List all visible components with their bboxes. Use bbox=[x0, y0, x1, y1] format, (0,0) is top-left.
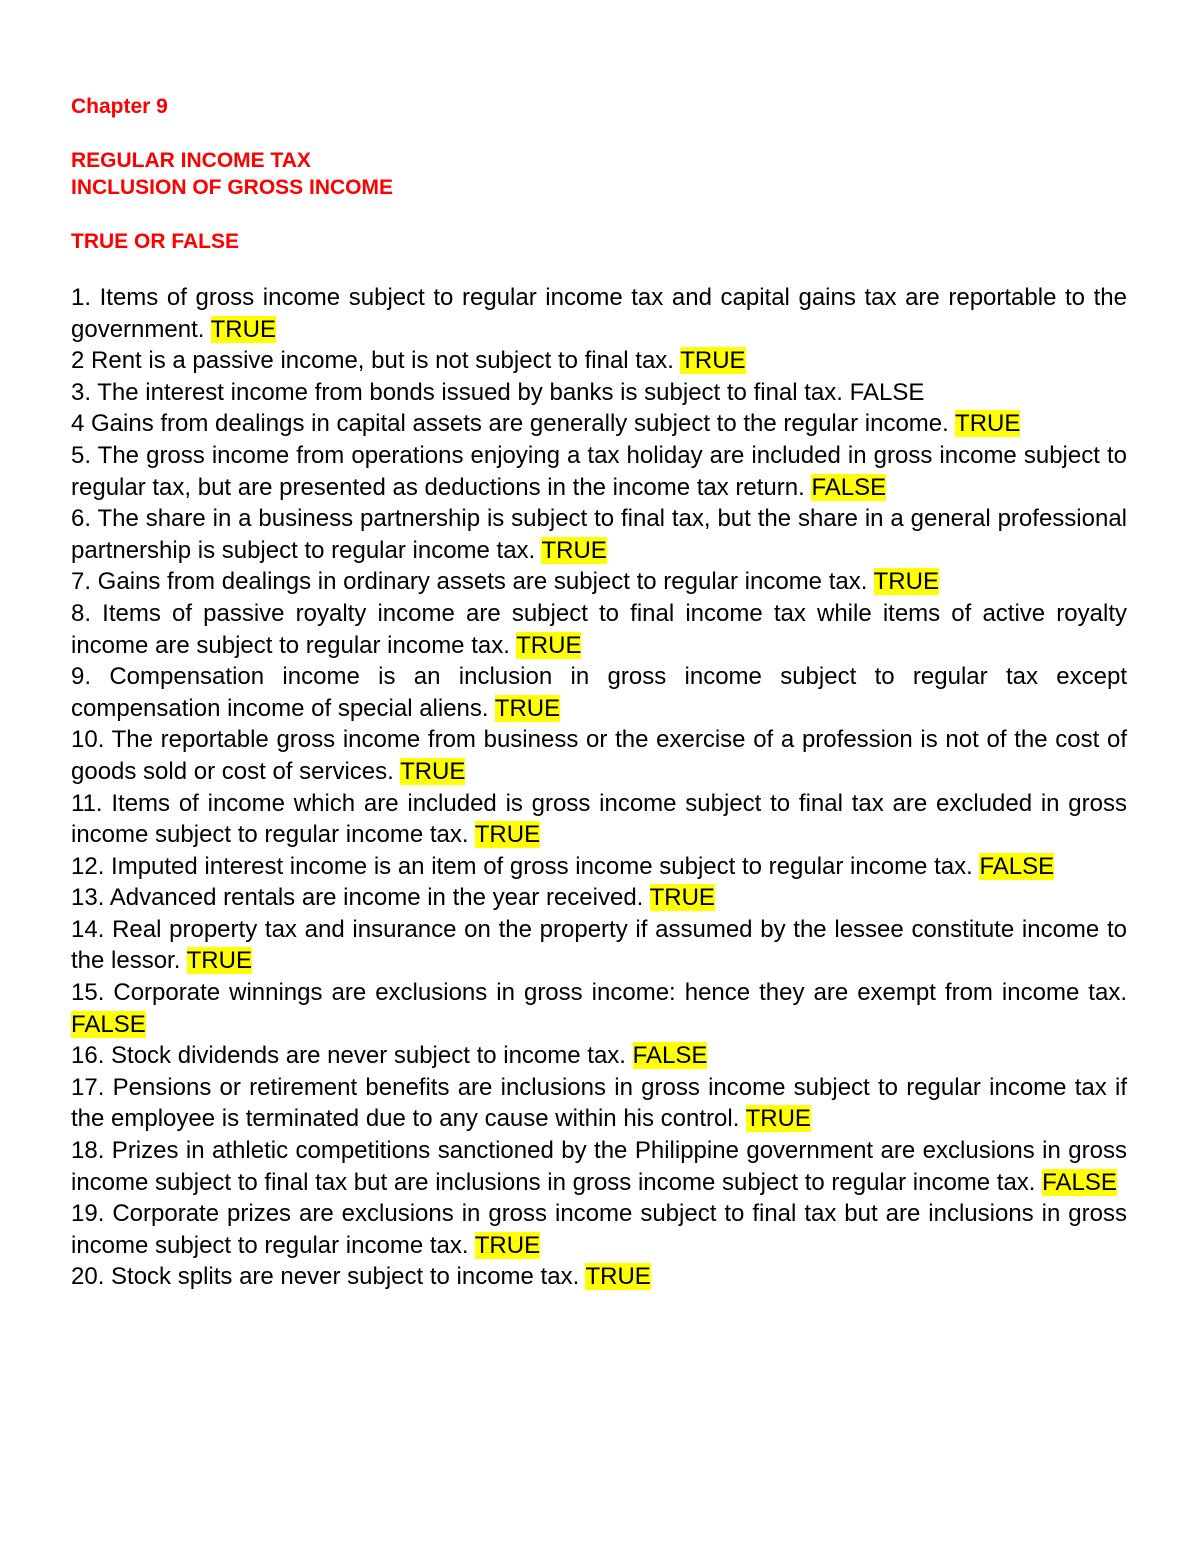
question-item bbox=[71, 914, 1127, 977]
question-text: 10. The reportable gross income from business or the exercise of a profession is not of the cost of goods sold or cost of services. bbox=[71, 726, 1127, 785]
answer-label: FALSE bbox=[71, 1010, 146, 1038]
question-text: 5. The gross income from operations enjoying a tax holiday are included in gross income subject to regular tax, but are presented as deductions in the income tax return. bbox=[71, 441, 1127, 501]
question-item bbox=[71, 977, 1127, 1040]
chapter-heading: Chapter 9 bbox=[71, 95, 168, 118]
question-text: 8. Items of passive royalty income are subject to final income tax while items of active royalty income are subject to regular income tax. bbox=[71, 599, 1127, 659]
question-text: 9. Compensation income is an inclusion in gross income subject to regular tax except compensation income of special aliens. bbox=[71, 663, 1127, 722]
question-text: 3. The interest income from bonds issued by banks is subject to final tax. bbox=[71, 378, 843, 406]
question-text: 19. Corporate prizes are exclusions in gross income subject to final tax but are inclusions in gross income subject to regular income tax. bbox=[71, 1200, 1127, 1259]
question-text: 14. Real property tax and insurance on the property if assumed by the lessee constitute income to the lessor. bbox=[71, 915, 1127, 975]
question-text: 4 Gains from dealings in capital assets are generally subject to the regular income. bbox=[71, 410, 949, 438]
topic-heading-line-1: REGULAR INCOME TAX bbox=[71, 149, 311, 172]
question-item bbox=[71, 598, 1127, 661]
answer-label: TRUE bbox=[474, 1231, 541, 1259]
answer-label: TRUE bbox=[649, 884, 715, 912]
question-item bbox=[71, 345, 1127, 377]
answer-label: TRUE bbox=[873, 568, 939, 596]
question-item bbox=[71, 566, 1127, 598]
answer-label: TRUE bbox=[186, 947, 252, 975]
question-item bbox=[71, 724, 1127, 787]
question-text: 11. Items of income which are included is gross income subject to final tax are excluded in gross income subject to regular income tax. bbox=[71, 789, 1127, 849]
question-item bbox=[71, 851, 1127, 883]
question-text: 2 Rent is a passive income, but is not subject to final tax. bbox=[71, 347, 674, 375]
question-text: 17. Pensions or retirement benefits are inclusions in gross income subject to regular income tax if the employee is terminated due to any cause within his control. bbox=[71, 1073, 1127, 1133]
question-item bbox=[71, 377, 1127, 409]
answer-label: TRUE bbox=[494, 694, 561, 722]
question-text: 6. The share in a business partnership is subject to final tax, but the share in a general professional partnership is subject to regular income tax. bbox=[71, 505, 1127, 564]
question-text: 12. Imputed interest income is an item of gross income subject to regular income tax. bbox=[71, 852, 973, 880]
answer-label: FALSE bbox=[849, 378, 925, 406]
section-heading: TRUE OR FALSE bbox=[71, 230, 240, 253]
question-item bbox=[71, 1040, 1127, 1072]
answer-label: TRUE bbox=[210, 315, 276, 343]
question-list bbox=[71, 282, 1127, 1293]
question-text: 1. Items of gross income subject to regular income tax and capital gains tax are reportable to the government. bbox=[71, 284, 1127, 343]
question-item bbox=[71, 1198, 1127, 1261]
question-item bbox=[71, 1072, 1127, 1135]
question-text: 16. Stock dividends are never subject to income tax. bbox=[71, 1042, 626, 1070]
answer-label: FALSE bbox=[979, 852, 1055, 880]
answer-label: TRUE bbox=[680, 347, 746, 375]
question-item bbox=[71, 1261, 1127, 1293]
question-item bbox=[71, 1135, 1127, 1198]
answer-label: TRUE bbox=[585, 1263, 651, 1291]
question-item bbox=[71, 661, 1127, 724]
answer-label: FALSE bbox=[632, 1042, 708, 1070]
answer-label: FALSE bbox=[1042, 1168, 1117, 1196]
answer-label: TRUE bbox=[516, 631, 582, 659]
answer-label: TRUE bbox=[745, 1105, 811, 1133]
topic-heading-line-2: INCLUSION OF GROSS INCOME bbox=[71, 176, 394, 199]
answer-label: TRUE bbox=[955, 410, 1021, 438]
question-text: 13. Advanced rentals are income in the year received. bbox=[71, 884, 644, 912]
question-item bbox=[71, 440, 1127, 503]
answer-label: TRUE bbox=[400, 757, 466, 785]
answer-label: FALSE bbox=[811, 473, 887, 501]
question-item bbox=[71, 503, 1127, 566]
question-item bbox=[71, 282, 1127, 345]
question-item bbox=[71, 408, 1127, 440]
question-text: 18. Prizes in athletic competitions sanctioned by the Philippine government are exclusions in gross income subject to final tax but are inclusions in gross income subject to regular income tax. bbox=[71, 1137, 1127, 1196]
question-text: 20. Stock splits are never subject to income tax. bbox=[71, 1263, 580, 1291]
document-page bbox=[71, 93, 1127, 1293]
question-text: 15. Corporate winnings are exclusions in gross income: hence they are exempt from income tax. bbox=[71, 979, 1127, 1007]
question-item bbox=[71, 788, 1127, 851]
answer-label: TRUE bbox=[474, 821, 541, 849]
question-item bbox=[71, 882, 1127, 914]
answer-label: TRUE bbox=[541, 536, 607, 564]
question-text: 7. Gains from dealings in ordinary assets are subject to regular income tax. bbox=[71, 568, 868, 596]
